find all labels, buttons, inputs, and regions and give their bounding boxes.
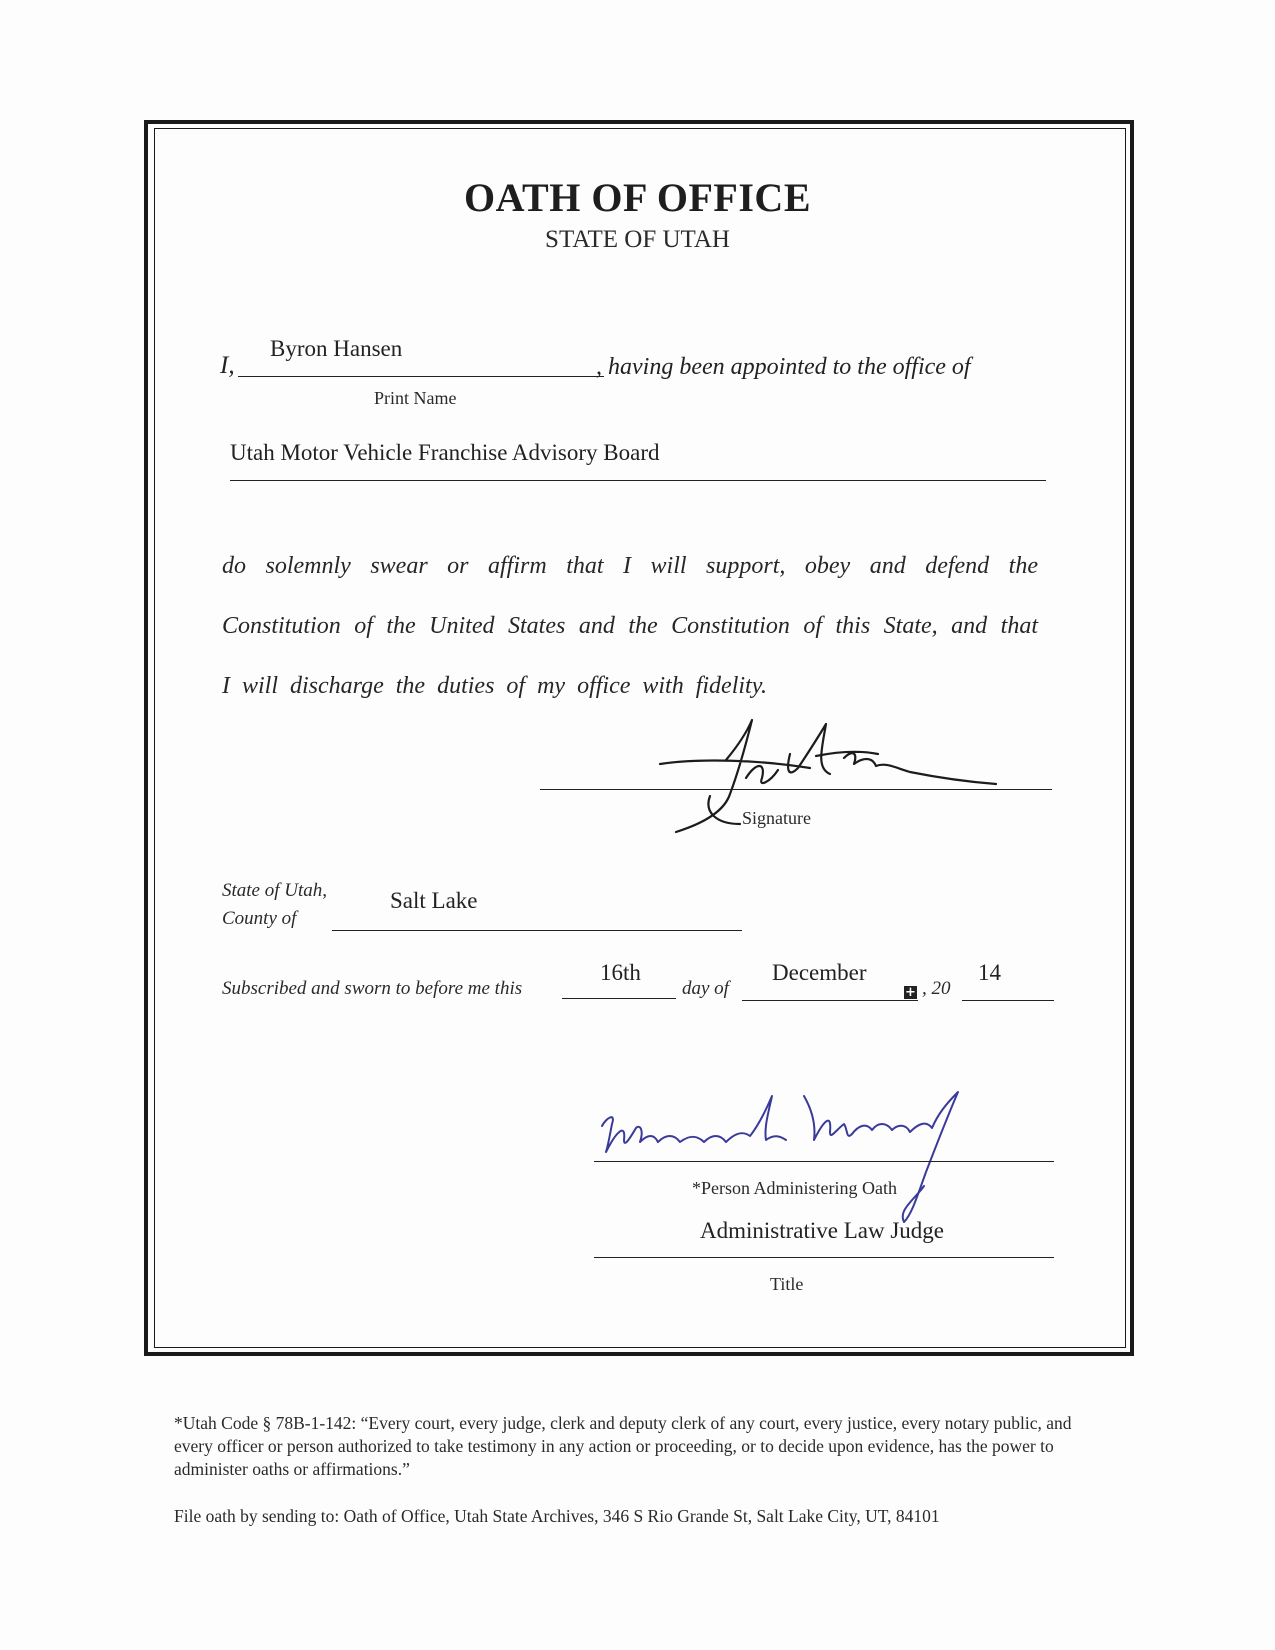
oath-lead-i: I, bbox=[220, 352, 235, 379]
administrator-signature-line bbox=[594, 1161, 1054, 1162]
year-field[interactable]: 14 bbox=[978, 960, 1001, 985]
month-line bbox=[742, 1000, 918, 1001]
official-signature bbox=[640, 708, 1020, 838]
county-label: County of bbox=[222, 908, 297, 929]
county-line bbox=[332, 930, 742, 931]
appointed-text: , having been appointed to the office of bbox=[596, 354, 971, 380]
day-field[interactable]: 16th bbox=[600, 960, 641, 985]
name-field[interactable]: Byron Hansen bbox=[270, 336, 403, 361]
administrator-signature bbox=[596, 1090, 1016, 1230]
sworn-prefix: Subscribed and sworn to before me this bbox=[222, 978, 523, 999]
county-field[interactable]: Salt Lake bbox=[390, 888, 478, 913]
title-field[interactable]: Administrative Law Judge bbox=[700, 1218, 945, 1243]
year-prefix: , 20 bbox=[922, 978, 951, 999]
print-name-label: Print Name bbox=[374, 388, 457, 408]
month-dropdown-plus-icon[interactable]: + bbox=[905, 985, 916, 1000]
office-line bbox=[230, 480, 1046, 481]
filing-instructions: File oath by sending to: Oath of Office, Utah State Archives, 346 S Rio Grande St, Salt Lake City, UT, 84101 bbox=[174, 1506, 940, 1526]
day-line bbox=[562, 998, 676, 999]
name-line bbox=[238, 376, 604, 377]
title-line bbox=[594, 1257, 1054, 1258]
office-field[interactable]: Utah Motor Vehicle Franchise Advisory Board bbox=[230, 440, 660, 465]
month-field[interactable]: December bbox=[772, 960, 867, 985]
signature-line bbox=[540, 789, 1052, 790]
utah-code-footnote: *Utah Code § 78B-1-142: “Every court, every judge, clerk and deputy clerk of any court, every justice, every notary public, and every officer or person authorized to take testimony in any action or proceeding, or to decide upon evidence, has the power to administer oaths or affirmations.” bbox=[174, 1413, 1072, 1479]
administrator-label: *Person Administering Oath bbox=[692, 1178, 897, 1198]
title-label: Title bbox=[770, 1274, 804, 1294]
day-of-label: day of bbox=[682, 978, 729, 999]
page-subtitle: STATE OF UTAH bbox=[545, 226, 730, 253]
oath-statement: do solemnly swear or affirm that I will support, obey and defend the Constitution of the United States and the Constitution of this State, and that I will discharge the duties of my office with fidelity. bbox=[222, 553, 1038, 699]
signature-label: Signature bbox=[742, 808, 811, 828]
state-label: State of Utah, bbox=[222, 880, 328, 901]
year-line bbox=[962, 1000, 1054, 1001]
page-title: OATH OF OFFICE bbox=[464, 175, 811, 220]
